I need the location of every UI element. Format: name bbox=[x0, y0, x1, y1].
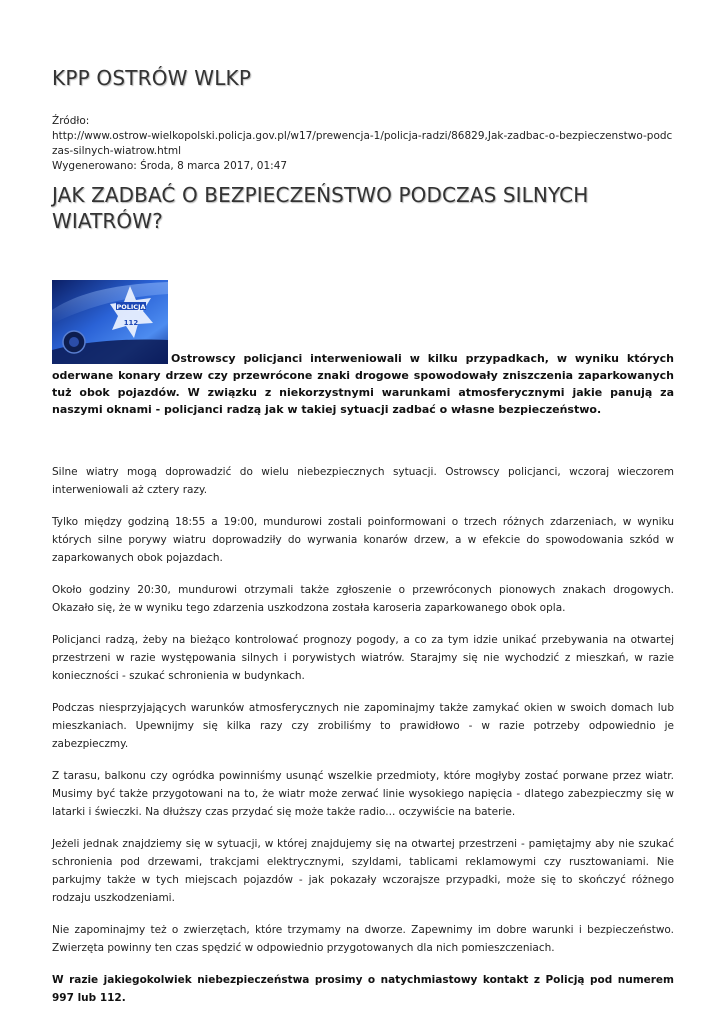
police-car-image bbox=[52, 280, 168, 364]
badge-text: POLICJA bbox=[116, 303, 146, 311]
paragraph: Silne wiatry mogą doprowadzić do wielu niebezpiecznych sytuacji. Ostrowscy policjanci, wczoraj wieczorem interweniowali aż cztery razy. bbox=[52, 466, 674, 496]
generated-date: Wygenerowano: Środa, 8 marca 2017, 01:47 bbox=[52, 160, 288, 172]
paragraph: Nie zapominajmy też o zwierzętach, które trzymamy na dworze. Zapewnimy im dobre warunki i bezpieczeństwo. Zwierzęta powinny ten czas spędzić w odpowiednio przygotowanych dla nich pomieszczeniach. bbox=[52, 924, 674, 954]
badge-number: 112 bbox=[123, 319, 139, 327]
article-lead bbox=[52, 280, 674, 418]
paragraph: Jeżeli jednak znajdziemy się w sytuacji, w której znajdujemy się na otwartej przestrzeni - pamiętajmy aby nie szukać schronienia pod drzewami, trakcjami elektrycznymi, szyldami, tablicami reklamowymi czy rusztowaniami. Nie parkujmy także w tych miejscach pojazdów - jak pokazały wczorajsze przypadki, może się to skończyć różnego rodzaju uszkodzeniami. bbox=[52, 838, 674, 904]
article-body bbox=[52, 463, 674, 1021]
site-title: KPP OSTRÓW WLKP bbox=[52, 66, 252, 90]
article-title: JAK ZADBAĆ O BEZPIECZEŃSTWO PODCZAS SILNYCH WIATRÓW? bbox=[52, 183, 589, 233]
source-label: Źródło: bbox=[52, 115, 90, 127]
closing-paragraph: W razie jakiegokolwiek niebezpieczeństwa prosimy o natychmiastowy kontakt z Policją pod numerem 997 lub 112. bbox=[52, 974, 674, 1004]
document-meta bbox=[52, 114, 674, 174]
paragraph: Policjanci radzą, żeby na bieżąco kontrolować prognozy pogody, a co za tym idzie unikać przebywania na otwartej przestrzeni w razie występowania silnych i porywistych wiatrów. Starajmy się nie wychodzić z mieszkań, w razie konieczności - szukać schronienia w budynkach. bbox=[52, 634, 674, 682]
lead-text: Ostrowscy policjanci interweniowali w kilku przypadkach, w wyniku których oderwane konary drzew czy przewrócone znaki drogowe spowodowały zniszczenia zaparkowanych tuż obok pojazdów. W związku z niekorzystnymi warunkami atmosferycznymi jakie panują za naszymi oknami - policjanci radzą jak w takiej sytuacji zadbać o własne bezpieczeństwo. bbox=[52, 352, 674, 416]
paragraph: Podczas niesprzyjających warunków atmosferycznych nie zapominajmy także zamykać okien w swoich domach lub mieszkaniach. Upewnijmy się kilka razy czy zrobiliśmy to prawidłowo - w razie potrzeby odpowiednio je zabezpieczmy. bbox=[52, 702, 674, 750]
paragraph: Tylko między godziną 18:55 a 19:00, mundurowi zostali poinformowani o trzech różnych zdarzeniach, w wyniku których silne porywy wiatru doprowadziły do wyrwania konarów drzew, a w efekcie do spowodowania szkód w zaparkowanych obok pojazdach. bbox=[52, 516, 674, 564]
source-url[interactable]: http://www.ostrow-wielkopolski.policja.gov.pl/w17/prewencja-1/policja-radzi/86829,Jak-zadbac-o-bezpieczenstwo-podczas-silnych-wiatrow.html bbox=[52, 130, 673, 157]
paragraph: Około godziny 20:30, mundurowi otrzymali także zgłoszenie o przewróconych pionowych znakach drogowych. Okazało się, że w wyniku tego zdarzenia uszkodzona została karoseria zaparkowanego obok opla. bbox=[52, 584, 674, 614]
paragraph: Z tarasu, balkonu czy ogródka powinniśmy usunąć wszelkie przedmioty, które mogłyby zostać porwane przez wiatr. Musimy być także przygotowani na to, że wiatr może zerwać linie wysokiego napięcia - dlatego zabezpieczmy się w latarki i świeczki. Na dłuższy czas przydać się może także radio... oczywiście na baterie. bbox=[52, 770, 674, 818]
